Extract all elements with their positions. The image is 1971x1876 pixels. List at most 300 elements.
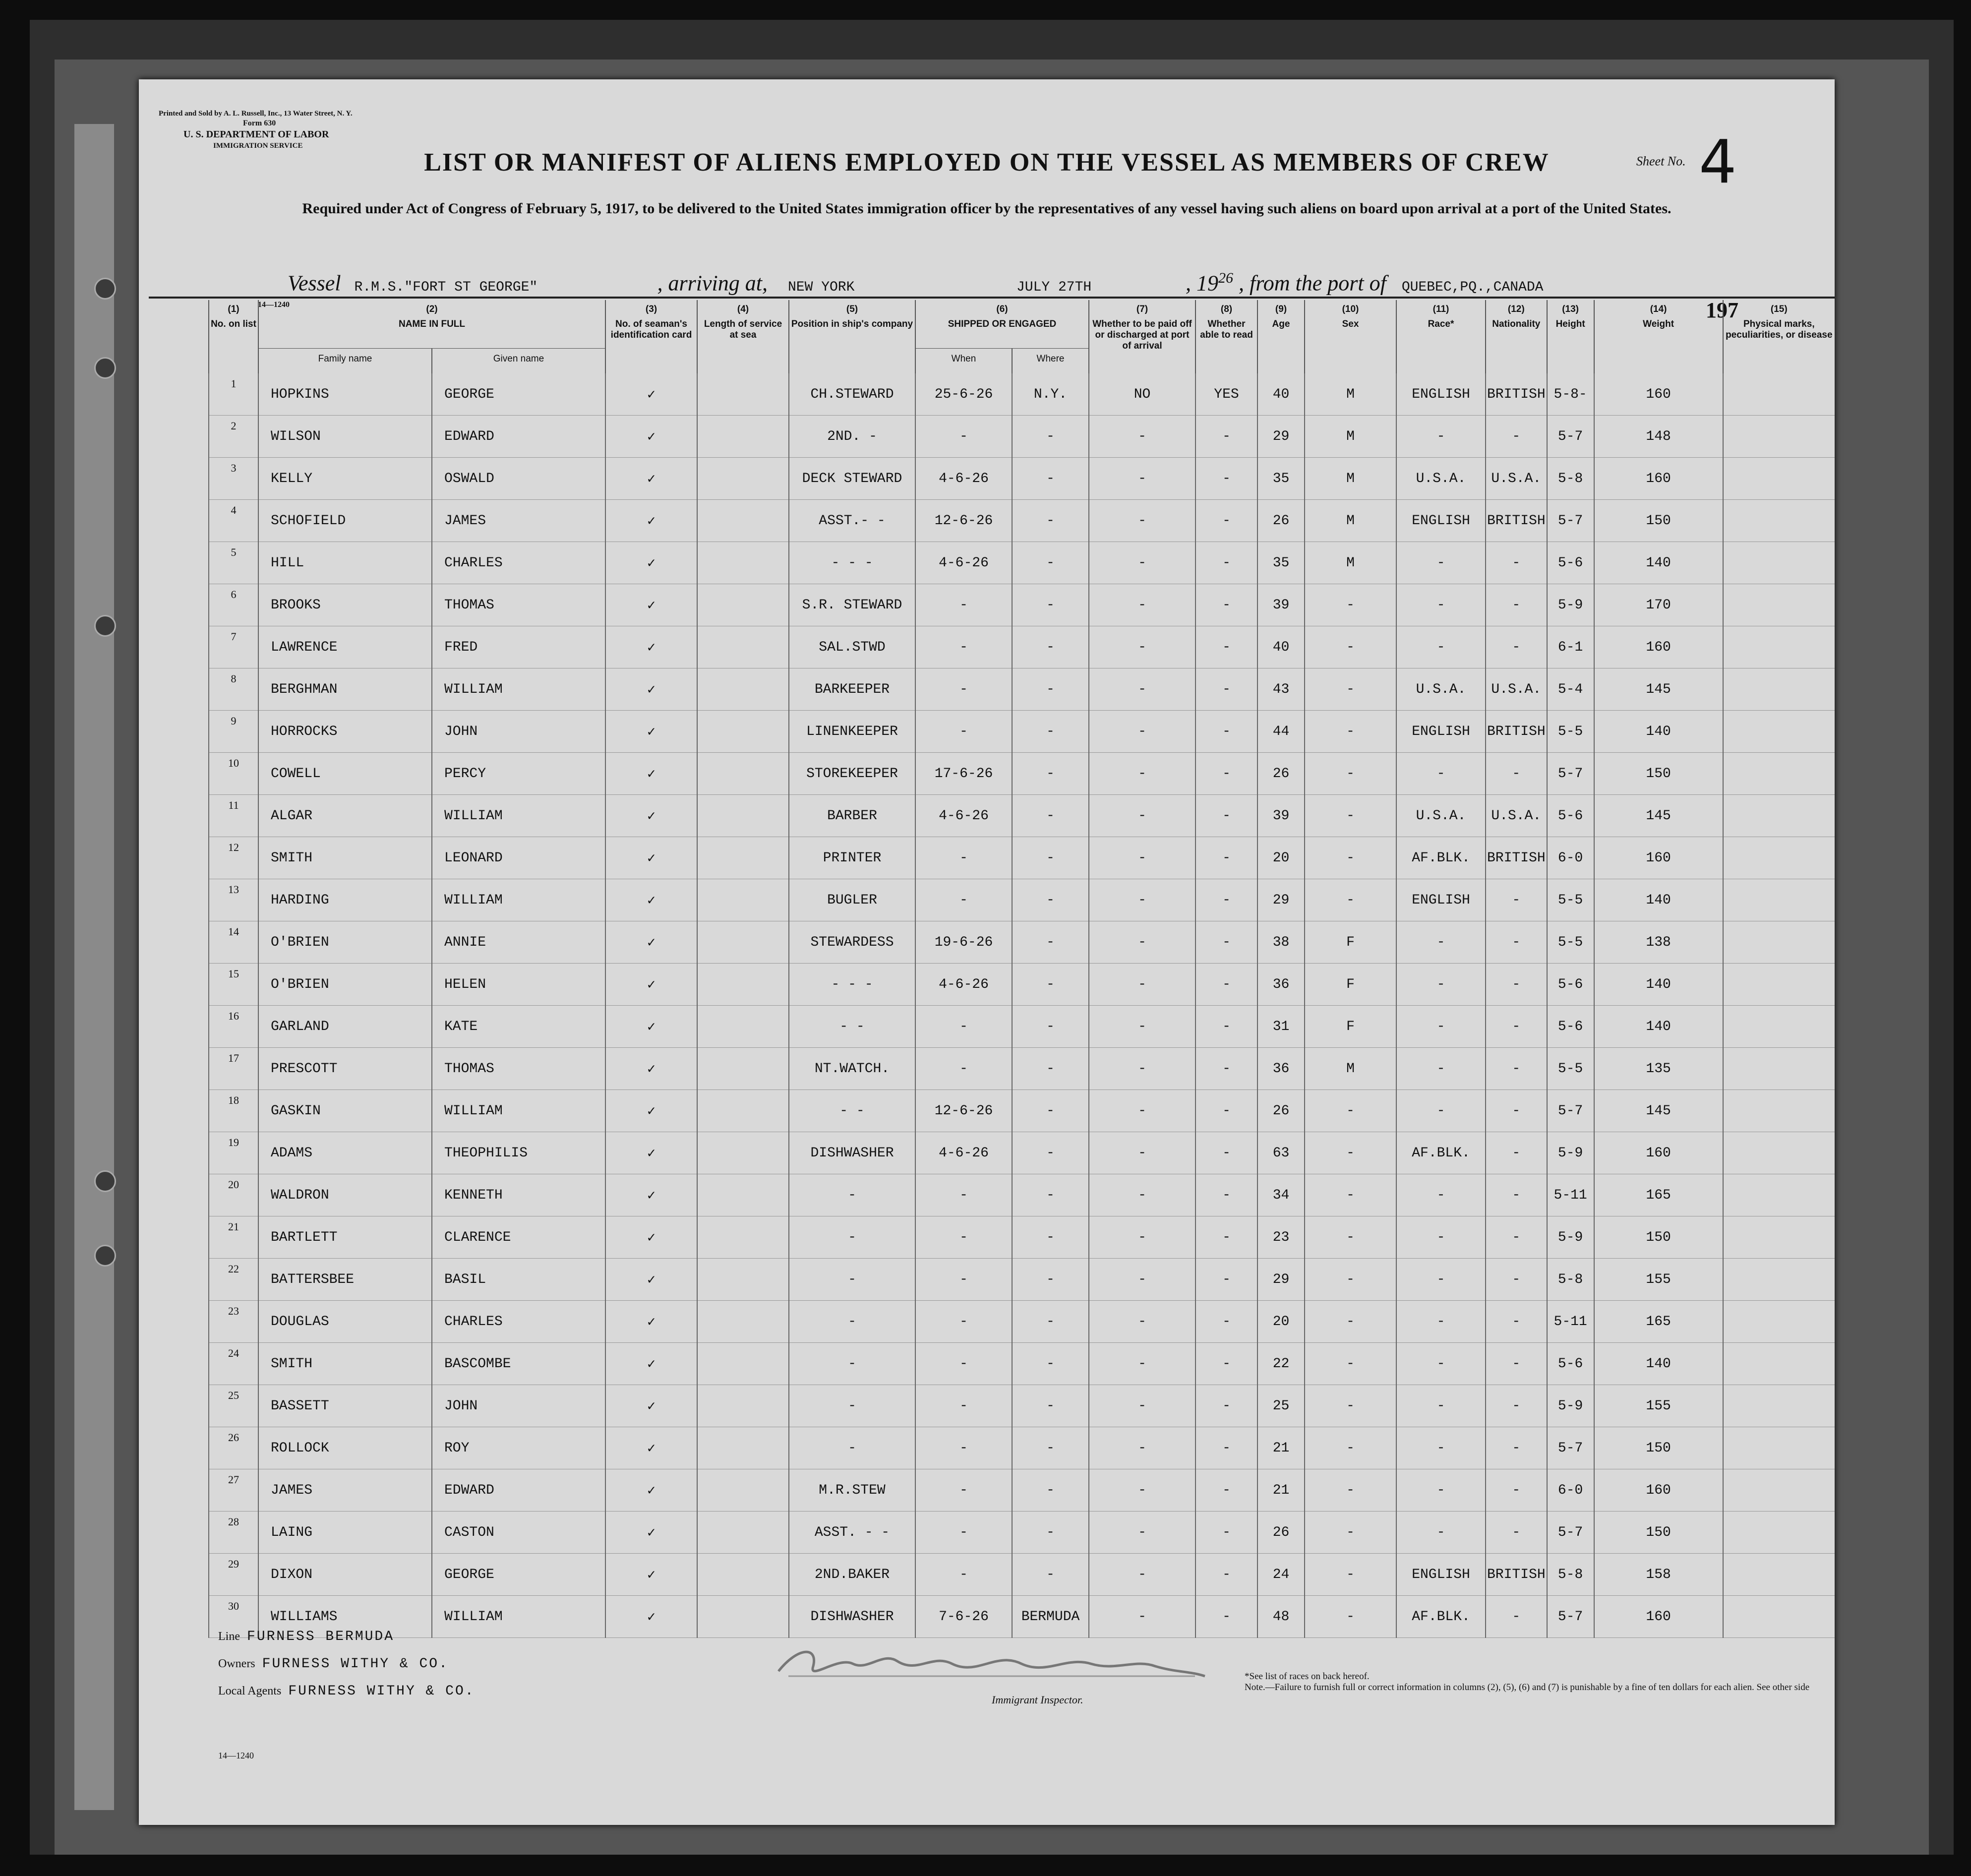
id-card-tick: ✓ <box>605 964 697 1006</box>
given-name: WILLIAM <box>432 795 605 837</box>
race: U.S.A. <box>1396 458 1486 500</box>
given-name: BASIL <box>432 1259 605 1301</box>
shipped-where: - <box>1012 1174 1089 1216</box>
position: ASST.- - <box>789 500 915 542</box>
id-card-tick: ✓ <box>605 879 697 921</box>
row-number: 14 <box>209 921 258 964</box>
owners-value: FURNESS WITHY & CO. <box>262 1656 449 1672</box>
nationality: - <box>1486 416 1547 458</box>
race: - <box>1396 1174 1486 1216</box>
race: - <box>1396 921 1486 964</box>
requirement-text: Required under Act of Congress of February 5, 1917, to be delivered to the United States immigration officer by the representatives of any vessel having such aliens on board upon arrival at a port of the United States. <box>302 200 1672 217</box>
paid-off: - <box>1089 1132 1195 1174</box>
sex: - <box>1305 1216 1396 1259</box>
age: 43 <box>1257 668 1305 711</box>
shipped-when: - <box>915 584 1012 626</box>
weight: 155 <box>1594 1385 1723 1427</box>
line-value: FURNESS BERMUDA <box>246 1629 395 1644</box>
shipped-when: 4-6-26 <box>915 964 1012 1006</box>
shipped-when: 19-6-26 <box>915 921 1012 964</box>
position: - <box>789 1385 915 1427</box>
vessel-name: R.M.S."FORT ST GEORGE" <box>354 279 538 295</box>
sex: M <box>1305 1048 1396 1090</box>
able-to-read: - <box>1195 668 1257 711</box>
table-row <box>209 837 1835 879</box>
shipped-where: - <box>1012 1343 1089 1385</box>
col-num: (9) <box>1257 300 1305 315</box>
weight: 150 <box>1594 1216 1723 1259</box>
age: 22 <box>1257 1343 1305 1385</box>
height: 5-6 <box>1547 1006 1594 1048</box>
physical-marks <box>1723 753 1835 795</box>
paid-off: - <box>1089 711 1195 753</box>
shipped-where: - <box>1012 1132 1089 1174</box>
paid-off: - <box>1089 626 1195 668</box>
shipped-where: - <box>1012 668 1089 711</box>
crew-table <box>208 300 1835 1638</box>
shipped-where: - <box>1012 1259 1089 1301</box>
physical-marks <box>1723 1385 1835 1427</box>
weight: 145 <box>1594 795 1723 837</box>
height: 5-5 <box>1547 879 1594 921</box>
physical-marks <box>1723 1006 1835 1048</box>
height: 5-9 <box>1547 1132 1594 1174</box>
sex: - <box>1305 1343 1396 1385</box>
length-service <box>697 458 789 500</box>
shipped-where: - <box>1012 753 1089 795</box>
race: ENGLISH <box>1396 1554 1486 1596</box>
id-card-tick: ✓ <box>605 668 697 711</box>
row-number: 4 <box>209 500 258 542</box>
length-service <box>697 1132 789 1174</box>
weight: 140 <box>1594 1343 1723 1385</box>
physical-marks <box>1723 1301 1835 1343</box>
paid-off: - <box>1089 668 1195 711</box>
nationality: - <box>1486 1174 1547 1216</box>
sex: - <box>1305 711 1396 753</box>
nationality: - <box>1486 1132 1547 1174</box>
family-name: COWELL <box>258 753 432 795</box>
shipped-when: - <box>915 416 1012 458</box>
col-num: (15) <box>1723 300 1835 315</box>
paid-off: - <box>1089 1596 1195 1638</box>
given-name: WILLIAM <box>432 879 605 921</box>
punch-hole <box>94 615 116 637</box>
paid-off: - <box>1089 458 1195 500</box>
given-name: PERCY <box>432 753 605 795</box>
physical-marks <box>1723 626 1835 668</box>
length-service <box>697 1090 789 1132</box>
given-name: CHARLES <box>432 1301 605 1343</box>
height: 5-7 <box>1547 1090 1594 1132</box>
arrival-date: JULY 27TH <box>1016 279 1092 295</box>
family-name: BERGHMAN <box>258 668 432 711</box>
paid-off: - <box>1089 1301 1195 1343</box>
position: BUGLER <box>789 879 915 921</box>
able-to-read: - <box>1195 1048 1257 1090</box>
age: 34 <box>1257 1174 1305 1216</box>
col-num: (13) <box>1547 300 1594 315</box>
weight: 140 <box>1594 542 1723 584</box>
physical-marks <box>1723 1512 1835 1554</box>
id-card-tick: ✓ <box>605 626 697 668</box>
length-service <box>697 837 789 879</box>
row-number: 27 <box>209 1469 258 1512</box>
shipped-where: - <box>1012 1216 1089 1259</box>
family-name: HILL <box>258 542 432 584</box>
footnote-races: *See list of races on back hereof. <box>1245 1671 1370 1682</box>
id-card-tick: ✓ <box>605 1512 697 1554</box>
nationality: - <box>1486 879 1547 921</box>
shipped-when: - <box>915 711 1012 753</box>
crew-rows <box>209 373 1835 1638</box>
from-label: , from the port of <box>1238 271 1386 296</box>
given-name: KATE <box>432 1006 605 1048</box>
given-name: WILLIAM <box>432 668 605 711</box>
table-row <box>209 1132 1835 1174</box>
length-service <box>697 1343 789 1385</box>
row-number: 18 <box>209 1090 258 1132</box>
nationality: BRITISH <box>1486 711 1547 753</box>
race: ENGLISH <box>1396 879 1486 921</box>
physical-marks <box>1723 1090 1835 1132</box>
shipped-where: - <box>1012 1512 1089 1554</box>
paid-off: - <box>1089 1469 1195 1512</box>
id-card-tick: ✓ <box>605 584 697 626</box>
table-row <box>209 668 1835 711</box>
id-card-tick: ✓ <box>605 753 697 795</box>
race: - <box>1396 1385 1486 1427</box>
position: - <box>789 1259 915 1301</box>
race: AF.BLK. <box>1396 1132 1486 1174</box>
age: 39 <box>1257 584 1305 626</box>
header-rule <box>149 297 1835 299</box>
weight: 160 <box>1594 458 1723 500</box>
agents-label: Local Agents <box>218 1685 282 1697</box>
col-num: (8) <box>1195 300 1257 315</box>
position: - - <box>789 1006 915 1048</box>
length-service <box>697 1216 789 1259</box>
length-service <box>697 1385 789 1427</box>
family-name: DIXON <box>258 1554 432 1596</box>
line-field <box>218 1629 394 1644</box>
physical-marks <box>1723 1132 1835 1174</box>
nationality: - <box>1486 626 1547 668</box>
length-service <box>697 500 789 542</box>
given-name: LEONARD <box>432 837 605 879</box>
shipped-when: - <box>915 837 1012 879</box>
id-card-tick: ✓ <box>605 1469 697 1512</box>
family-name: BARTLETT <box>258 1216 432 1259</box>
weight: 138 <box>1594 921 1723 964</box>
physical-marks <box>1723 416 1835 458</box>
able-to-read: - <box>1195 921 1257 964</box>
able-to-read: - <box>1195 1216 1257 1259</box>
age: 23 <box>1257 1216 1305 1259</box>
weight: 160 <box>1594 1469 1723 1512</box>
race: U.S.A. <box>1396 668 1486 711</box>
col-num: (3) <box>605 300 697 315</box>
sex: - <box>1305 795 1396 837</box>
paid-off: - <box>1089 1385 1195 1427</box>
nationality: - <box>1486 1343 1547 1385</box>
physical-marks <box>1723 1216 1835 1259</box>
punch-hole <box>94 278 116 300</box>
col-num: (1) <box>209 300 258 315</box>
able-to-read: - <box>1195 837 1257 879</box>
able-to-read: - <box>1195 458 1257 500</box>
given-name: GEORGE <box>432 373 605 416</box>
id-card-tick: ✓ <box>605 1259 697 1301</box>
sex: M <box>1305 416 1396 458</box>
height: 5-11 <box>1547 1174 1594 1216</box>
sex: M <box>1305 373 1396 416</box>
agents-field <box>218 1684 475 1699</box>
family-name: SCHOFIELD <box>258 500 432 542</box>
race: - <box>1396 964 1486 1006</box>
given-name: JAMES <box>432 500 605 542</box>
given-name: OSWALD <box>432 458 605 500</box>
id-card-tick: ✓ <box>605 711 697 753</box>
given-name: CASTON <box>432 1512 605 1554</box>
nationality: U.S.A. <box>1486 668 1547 711</box>
id-card-tick: ✓ <box>605 921 697 964</box>
shipped-where: - <box>1012 584 1089 626</box>
table-row <box>209 964 1835 1006</box>
sex: M <box>1305 542 1396 584</box>
row-number: 10 <box>209 753 258 795</box>
arriving-port: NEW YORK <box>787 279 855 295</box>
shipped-where: - <box>1012 542 1089 584</box>
sex: - <box>1305 1090 1396 1132</box>
nationality: BRITISH <box>1486 500 1547 542</box>
able-to-read: - <box>1195 711 1257 753</box>
family-name: GARLAND <box>258 1006 432 1048</box>
nationality: - <box>1486 542 1547 584</box>
header-length-service: Length of service at sea <box>697 315 789 373</box>
paid-off: - <box>1089 1174 1195 1216</box>
shipped-when: 17-6-26 <box>915 753 1012 795</box>
row-number: 1 <box>209 373 258 416</box>
race: - <box>1396 584 1486 626</box>
race: - <box>1396 542 1486 584</box>
race: - <box>1396 1427 1486 1469</box>
owners-label: Owners <box>218 1657 255 1670</box>
position: BARKEEPER <box>789 668 915 711</box>
length-service <box>697 416 789 458</box>
length-service <box>697 1427 789 1469</box>
race: ENGLISH <box>1396 500 1486 542</box>
age: 29 <box>1257 1259 1305 1301</box>
given-name: KENNETH <box>432 1174 605 1216</box>
weight: 160 <box>1594 626 1723 668</box>
shipped-when: - <box>915 879 1012 921</box>
length-service <box>697 668 789 711</box>
sex: - <box>1305 584 1396 626</box>
nationality: - <box>1486 1216 1547 1259</box>
id-card-tick: ✓ <box>605 500 697 542</box>
id-card-tick: ✓ <box>605 416 697 458</box>
col-num: (4) <box>697 300 789 315</box>
nationality: - <box>1486 1048 1547 1090</box>
race: U.S.A. <box>1396 795 1486 837</box>
family-name: GASKIN <box>258 1090 432 1132</box>
position: DISHWASHER <box>789 1132 915 1174</box>
inspector-signature <box>769 1636 1215 1691</box>
race: - <box>1396 1006 1486 1048</box>
given-name: WILLIAM <box>432 1596 605 1638</box>
position: - - - <box>789 542 915 584</box>
physical-marks <box>1723 795 1835 837</box>
table-row <box>209 1216 1835 1259</box>
header-no-on-list: No. on list <box>209 315 258 373</box>
able-to-read: - <box>1195 1596 1257 1638</box>
height: 5-9 <box>1547 1216 1594 1259</box>
paid-off: - <box>1089 1259 1195 1301</box>
family-name: O'BRIEN <box>258 964 432 1006</box>
length-service <box>697 1174 789 1216</box>
height: 6-0 <box>1547 837 1594 879</box>
height: 5-6 <box>1547 542 1594 584</box>
paid-off: - <box>1089 795 1195 837</box>
height: 5-9 <box>1547 1385 1594 1427</box>
row-number: 20 <box>209 1174 258 1216</box>
length-service <box>697 626 789 668</box>
weight: 145 <box>1594 1090 1723 1132</box>
position: LINENKEEPER <box>789 711 915 753</box>
table-row <box>209 795 1835 837</box>
nationality: - <box>1486 1512 1547 1554</box>
nationality: U.S.A. <box>1486 458 1547 500</box>
table-row <box>209 1301 1835 1343</box>
id-card-tick: ✓ <box>605 1301 697 1343</box>
physical-marks <box>1723 921 1835 964</box>
position: STOREKEEPER <box>789 753 915 795</box>
length-service <box>697 1259 789 1301</box>
table-row <box>209 921 1835 964</box>
able-to-read: - <box>1195 879 1257 921</box>
weight: 145 <box>1594 668 1723 711</box>
table-row <box>209 1385 1835 1427</box>
id-card-tick: ✓ <box>605 1048 697 1090</box>
paid-off: - <box>1089 1216 1195 1259</box>
weight: 150 <box>1594 753 1723 795</box>
shipped-when: 4-6-26 <box>915 542 1012 584</box>
age: 38 <box>1257 921 1305 964</box>
physical-marks <box>1723 711 1835 753</box>
sex: - <box>1305 1174 1396 1216</box>
height: 5-8 <box>1547 1259 1594 1301</box>
id-card-tick: ✓ <box>605 1132 697 1174</box>
id-card-tick: ✓ <box>605 795 697 837</box>
given-name: THOMAS <box>432 584 605 626</box>
weight: 170 <box>1594 584 1723 626</box>
physical-marks <box>1723 458 1835 500</box>
row-number: 17 <box>209 1048 258 1090</box>
nationality: - <box>1486 964 1547 1006</box>
id-card-tick: ✓ <box>605 542 697 584</box>
weight: 160 <box>1594 1596 1723 1638</box>
position: ASST. - - <box>789 1512 915 1554</box>
vessel-row <box>288 270 1543 296</box>
paid-off: - <box>1089 584 1195 626</box>
given-name: EDWARD <box>432 416 605 458</box>
row-number: 25 <box>209 1385 258 1427</box>
nationality: - <box>1486 1469 1547 1512</box>
height: 5-4 <box>1547 668 1594 711</box>
shipped-where: - <box>1012 626 1089 668</box>
row-number: 3 <box>209 458 258 500</box>
family-name: KELLY <box>258 458 432 500</box>
height: 5-6 <box>1547 795 1594 837</box>
physical-marks <box>1723 373 1835 416</box>
stamp-number: 197 <box>1706 298 1738 322</box>
form-code-bottom: 14—1240 <box>218 1751 254 1760</box>
age: 35 <box>1257 458 1305 500</box>
paid-off: - <box>1089 1048 1195 1090</box>
age: 36 <box>1257 964 1305 1006</box>
header-shipped: SHIPPED OR ENGAGED <box>915 315 1089 349</box>
family-name: BASSETT <box>258 1385 432 1427</box>
col-num: (7) <box>1089 300 1195 315</box>
id-card-tick: ✓ <box>605 1090 697 1132</box>
page-title: LIST OR MANIFEST OF ALIENS EMPLOYED ON THE VESSEL AS MEMBERS OF CREW <box>424 148 1550 177</box>
height: 5-7 <box>1547 1512 1594 1554</box>
position: - <box>789 1427 915 1469</box>
family-name: BROOKS <box>258 584 432 626</box>
arriving-label: , arriving at, <box>657 271 768 296</box>
line-label: Line <box>218 1630 240 1643</box>
manifest-page <box>139 79 1835 1825</box>
nationality: - <box>1486 1090 1547 1132</box>
able-to-read: - <box>1195 500 1257 542</box>
column-number-row <box>209 300 1835 315</box>
shipped-when: - <box>915 626 1012 668</box>
able-to-read: - <box>1195 1006 1257 1048</box>
id-card-tick: ✓ <box>605 373 697 416</box>
given-name: THEOPHILIS <box>432 1132 605 1174</box>
id-card-tick: ✓ <box>605 1427 697 1469</box>
weight: 135 <box>1594 1048 1723 1090</box>
shipped-where: - <box>1012 1048 1089 1090</box>
able-to-read: - <box>1195 1090 1257 1132</box>
header-weight: Weight <box>1594 315 1723 373</box>
height: 5-8- <box>1547 373 1594 416</box>
paid-off: - <box>1089 879 1195 921</box>
age: 26 <box>1257 1512 1305 1554</box>
shipped-when: 4-6-26 <box>915 458 1012 500</box>
sex: - <box>1305 1554 1396 1596</box>
footnote <box>1245 1671 1815 1693</box>
position: - - <box>789 1090 915 1132</box>
sex: - <box>1305 1596 1396 1638</box>
shipped-when: - <box>915 1554 1012 1596</box>
header-position: Position in ship's company <box>789 315 915 373</box>
row-number: 26 <box>209 1427 258 1469</box>
sex: F <box>1305 1006 1396 1048</box>
shipped-where: - <box>1012 1469 1089 1512</box>
sex: - <box>1305 1469 1396 1512</box>
header-height: Height <box>1547 315 1594 373</box>
punch-hole <box>94 1170 116 1192</box>
given-name: FRED <box>432 626 605 668</box>
shipped-when: - <box>915 1006 1012 1048</box>
physical-marks <box>1723 668 1835 711</box>
given-name: HELEN <box>432 964 605 1006</box>
height: 6-1 <box>1547 626 1594 668</box>
id-card-tick: ✓ <box>605 1216 697 1259</box>
family-name: SMITH <box>258 1343 432 1385</box>
